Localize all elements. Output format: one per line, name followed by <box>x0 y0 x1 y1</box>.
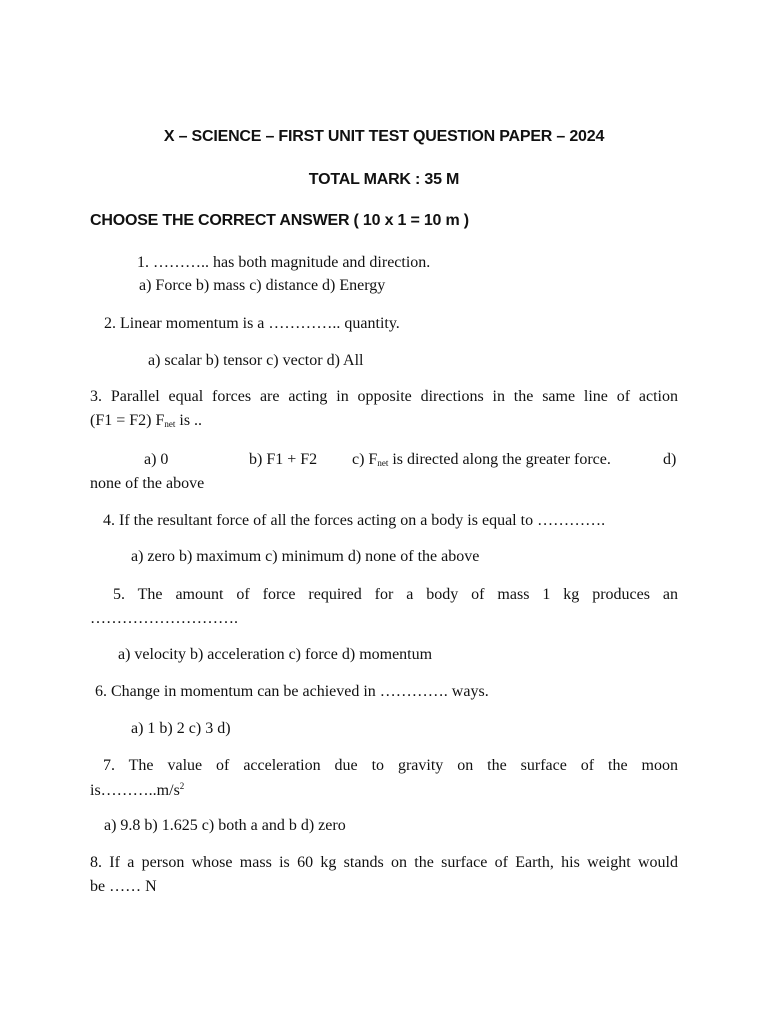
question-3-option-c: c) $F_{net}$ is directed along the greater force. <box>352 451 611 468</box>
question-3-option-d-text: none of the above <box>90 475 205 492</box>
question-2-options: a) scalar b) tensor c) vector d) All <box>148 352 364 369</box>
question-3-option-a: a) 0 <box>144 451 169 468</box>
total-mark: TOTAL MARK : 35 M <box>308 171 460 188</box>
question-5-options: a) velocity b) acceleration c) force d) momentum <box>118 646 433 663</box>
question-3-option-d: d) <box>663 451 677 468</box>
question-3-option-b: b) F1 + F2 <box>249 451 318 468</box>
question-5-stem-line-2: ………………………. <box>90 610 238 627</box>
question-5-stem-line-1: 5. The amount of force required for a body of mass 1 kg produces an <box>113 586 678 603</box>
question-7-stem-line-2: $is\dots\dots\dots..m/s^2$ <box>90 781 185 799</box>
question-3-stem-line-1: 3. Parallel equal forces are acting in opposite directions in the same line of action <box>90 388 678 405</box>
question-4-stem: 4. If the resultant force of all the forces acting on a body is equal to …………. <box>103 512 606 529</box>
question-3-stem-line-2: (F1 = F2) $F_{net}$ is .. <box>90 412 203 429</box>
question-2-stem: 2. Linear momentum is a ………….. quantity. <box>104 315 400 332</box>
question-7-stem-line-1: 7. The value of acceleration due to gravity on the surface of the moon <box>103 757 678 774</box>
question-8-stem-line-2: be …… N <box>90 878 157 895</box>
paper-title: X – SCIENCE – FIRST UNIT TEST QUESTION PAPER – 2024 <box>163 128 605 145</box>
question-1-stem: 1. ……….. has both magnitude and direction. <box>137 254 431 271</box>
section-heading: CHOOSE THE CORRECT ANSWER ( 10 x 1 = 10 m ) <box>90 212 469 229</box>
question-8-stem-line-1: 8. If a person whose mass is 60 kg stands on the surface of Earth, his weight would <box>90 854 678 871</box>
question-4-options: a) zero b) maximum c) minimum d) none of the above <box>131 548 480 565</box>
question-7-options: a) 9.8 b) 1.625 c) both a and b d) zero <box>104 817 346 834</box>
question-6-options: a) 1 b) 2 c) 3 d) <box>131 720 231 737</box>
question-1-options: a) Force b) mass c) distance d) Energy <box>139 277 386 294</box>
question-6-stem: 6. Change in momentum can be achieved in …………. ways. <box>95 683 489 700</box>
